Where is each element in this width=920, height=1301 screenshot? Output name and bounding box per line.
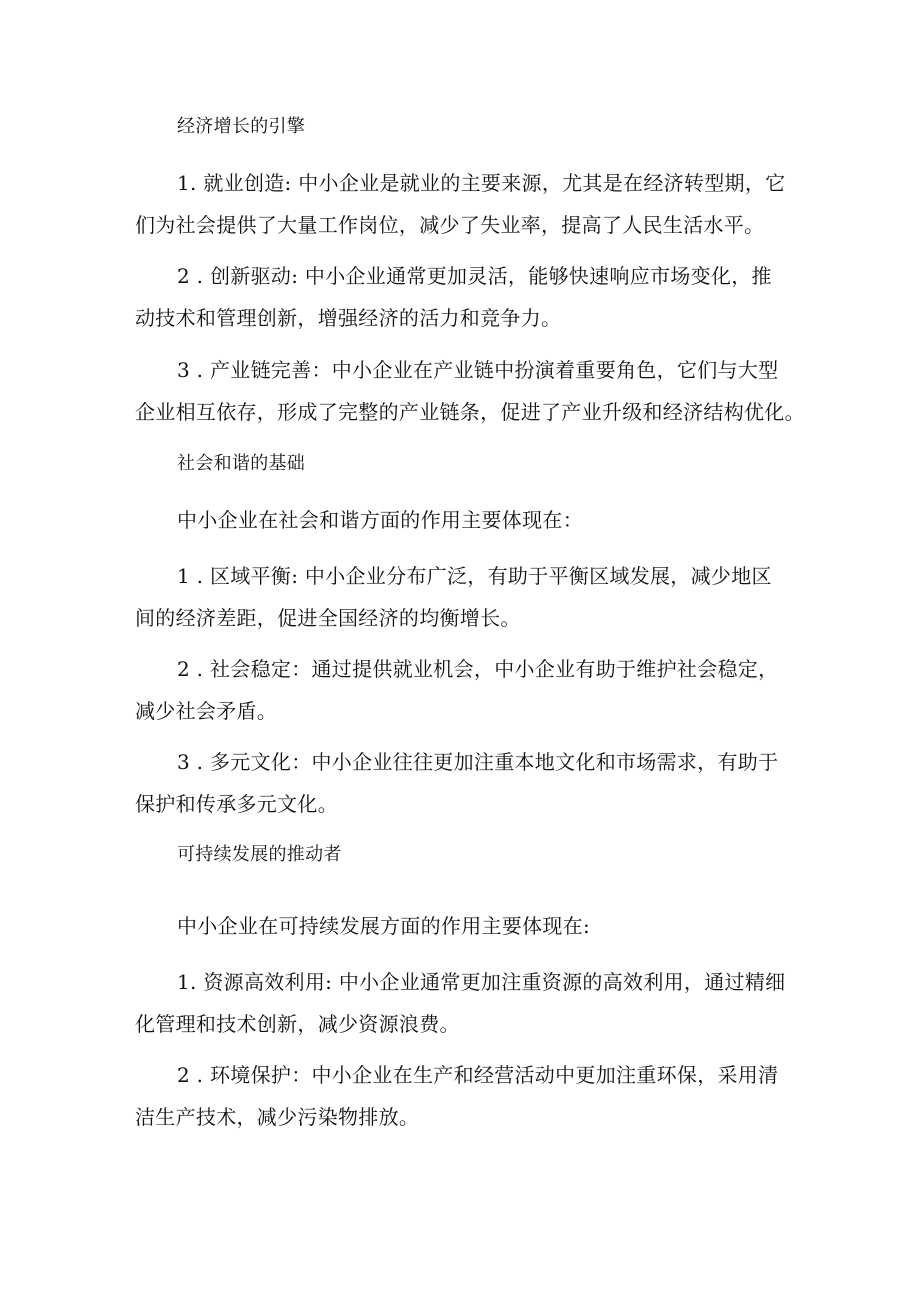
paragraph-line: 2 . 社会稳定：通过提供就业机会，中小企业有助于维护社会稳定， (177, 657, 779, 681)
paragraph-line: 3 . 多元文化：中小企业往往更加注重本地文化和市场需求，有助于 (177, 750, 779, 774)
heading-text: 社会和谐的基础 (177, 453, 306, 474)
paragraph-line: 动技术和管理创新，增强经济的活力和竞争力。 (135, 306, 562, 330)
paragraph-line: 1. 资源高效利用: 中小企业通常更加注重资源的高效利用，通过精细 (177, 970, 786, 994)
paragraph (135, 555, 785, 639)
section-heading (135, 443, 827, 485)
paragraph (135, 349, 805, 433)
paragraph-line: 化管理和技术创新，减少资源浪费。 (135, 1012, 460, 1036)
heading-text: 可持续发展的推动者 (177, 844, 342, 865)
paragraph-line: 3 . 产业链完善：中小企业在产业链中扮演着重要角色，它们与大型 (177, 358, 779, 382)
paragraph-line: 1. 就业创造: 中小企业是就业的主要来源，尤其是在经济转型期，它 (177, 171, 786, 195)
paragraph-line: 企业相互依存，形成了完整的产业链条，促进了产业升级和经济结构优化。 (135, 400, 805, 424)
paragraph (135, 961, 785, 1045)
paragraph (135, 162, 785, 246)
paragraph-line: 1 . 区域平衡: 中小企业分布广泛，有助于平衡区域发展，减少地区 (177, 564, 772, 588)
paragraph-line: 们为社会提供了大量工作岗位，减少了失业率，提高了人民生活水平。 (135, 213, 765, 237)
section-intro (135, 905, 827, 947)
section-intro (135, 499, 827, 541)
paragraph (135, 648, 785, 732)
section-heading (135, 106, 827, 148)
paragraph-line: 保护和传承多元文化。 (135, 792, 338, 816)
paragraph-line: 间的经济差距，促进全国经济的均衡增长。 (135, 606, 521, 630)
paragraph-line: 2 . 创新驱动: 中小企业通常更加灵活，能够快速响应市场变化，推 (177, 264, 772, 288)
paragraph-line: 减少社会矛盾。 (135, 699, 278, 723)
intro-text: 中小企业在可持续发展方面的作用主要体现在: (177, 914, 591, 938)
paragraph (135, 741, 785, 825)
heading-text: 经济增长的引擎 (177, 116, 306, 137)
section-heading (135, 834, 827, 876)
paragraph-line: 2 . 环境保护：中小企业在生产和经营活动中更加注重环保，采用清 (177, 1063, 779, 1087)
paragraph-line: 洁生产技术，减少污染物排放。 (135, 1105, 420, 1129)
paragraph (135, 1054, 785, 1138)
intro-text: 中小企业在社会和谐方面的作用主要体现在： (177, 508, 583, 532)
paragraph (135, 255, 785, 339)
